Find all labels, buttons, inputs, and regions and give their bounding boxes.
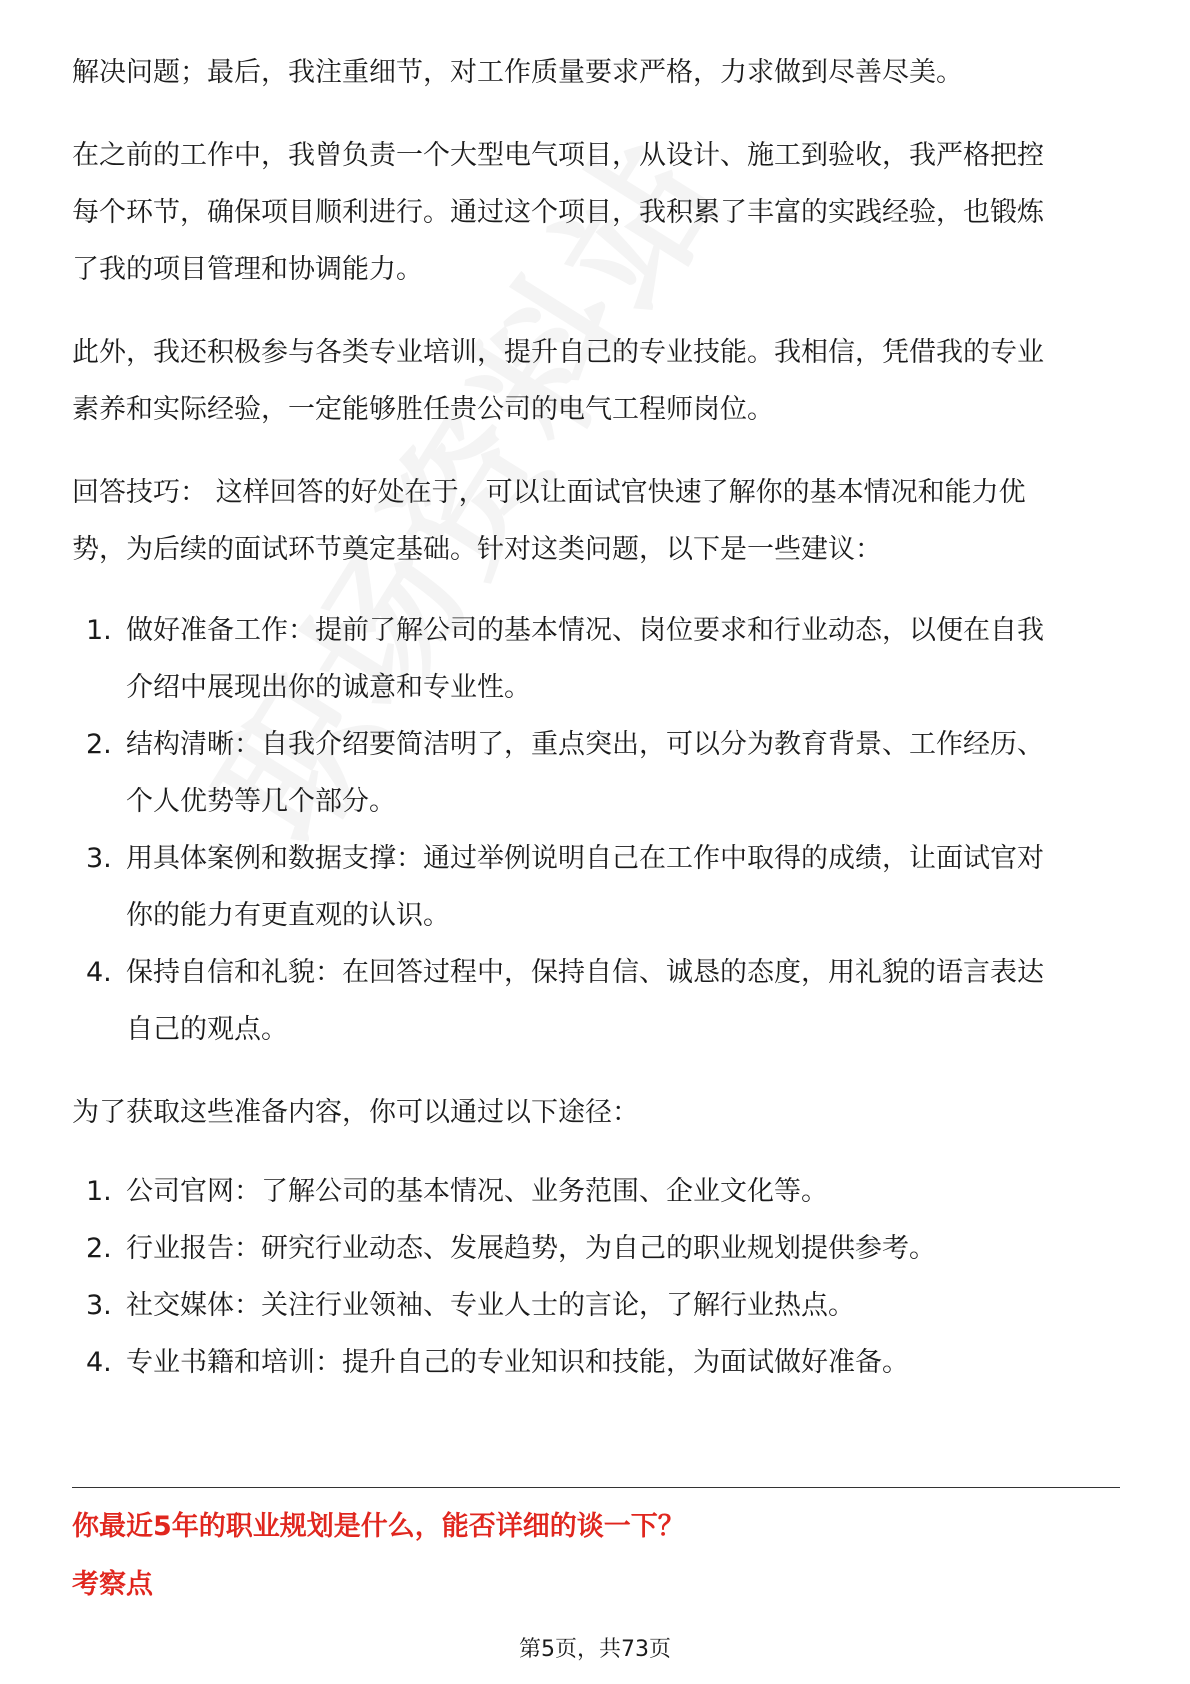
tips-list [72,602,1120,1058]
list-item-number: 4. [86,1347,112,1378]
paragraph-4-line-2: 势，为后续的面试环节奠定基础。针对这类问题，以下是一些建议： [72,534,882,565]
paragraph-4 [72,464,1120,578]
list-item-line-1: 结构清晰：自我介绍要简洁明了，重点突出，可以分为教育背景、工作经历、 [126,729,1044,760]
paragraph-2 [72,127,1120,298]
paragraph-1: 解决问题；最后，我注重细节，对工作质量要求严格，力求做到尽善尽美。 [72,57,963,88]
question-heading: 你最近5年的职业规划是什么，能否详细的谈一下？ [72,1511,685,1542]
list-item-line-2: 介绍中展现出你的诚意和专业性。 [126,672,531,703]
list-item-line-1: 做好准备工作：提前了解公司的基本情况、岗位要求和行业动态，以便在自我 [126,615,1044,646]
list-item-number: 2. [86,1233,112,1264]
paragraph-4-line-1: 回答技巧： 这样回答的好处在于，可以让面试官快速了解你的基本情况和能力优 [72,477,1026,508]
list-item-number: 1. [86,1176,112,1207]
list-item-number: 2. [86,729,112,760]
list-item-text: 社交媒体：关注行业领袖、专业人士的言论，了解行业热点。 [126,1290,855,1321]
page-number-footer: 第5页，共73页 [519,1637,671,1662]
list-item-line-2: 你的能力有更直观的认识。 [126,900,450,931]
paragraph-2-line-1: 在之前的工作中，我曾负责一个大型电气项目，从设计、施工到验收，我严格把控 [72,140,1044,171]
paragraph-2-line-2: 每个环节，确保项目顺利进行。通过这个项目，我积累了丰富的实践经验，也锻炼 [72,197,1044,228]
list-item-number: 3. [86,843,112,874]
page-content [72,44,1120,1391]
list-item [72,1277,1120,1334]
list-item-text: 行业报告：研究行业动态、发展趋势，为自己的职业规划提供参考。 [126,1233,936,1264]
list-item-text: 专业书籍和培训：提升自己的专业知识和技能，为面试做好准备。 [126,1347,909,1378]
paragraph-3-line-1: 此外，我还积极参与各类专业培训，提升自己的专业技能。我相信，凭借我的专业 [72,337,1044,368]
paragraph-3 [72,324,1120,438]
list-item-number: 1. [86,615,112,646]
list-item-text: 公司官网：了解公司的基本情况、业务范围、企业文化等。 [126,1176,828,1207]
list-item-line-1: 保持自信和礼貌：在回答过程中，保持自信、诚恳的态度，用礼貌的语言表达 [126,957,1044,988]
list-item [72,716,1120,830]
paragraph-2-line-3: 了我的项目管理和协调能力。 [72,254,423,285]
list-item-line-2: 个人优势等几个部分。 [126,786,396,817]
list-item [72,944,1120,1058]
sub-heading: 考察点 [72,1569,153,1600]
list-item-number: 3. [86,1290,112,1321]
section-divider [72,1487,1120,1488]
list-item [72,1163,1120,1220]
sources-list [72,1163,1120,1391]
list-item-number: 4. [86,957,112,988]
list-item-line-1: 用具体案例和数据支撑：通过举例说明自己在工作中取得的成绩，让面试官对 [126,843,1044,874]
paragraph-3-line-2: 素养和实际经验，一定能够胜任贵公司的电气工程师岗位。 [72,394,774,425]
list-item [72,1220,1120,1277]
list-item [72,602,1120,716]
list-item-line-2: 自己的观点。 [126,1014,288,1045]
sources-intro: 为了获取这些准备内容，你可以通过以下途径： [72,1097,639,1128]
list-item [72,1334,1120,1391]
list-item [72,830,1120,944]
